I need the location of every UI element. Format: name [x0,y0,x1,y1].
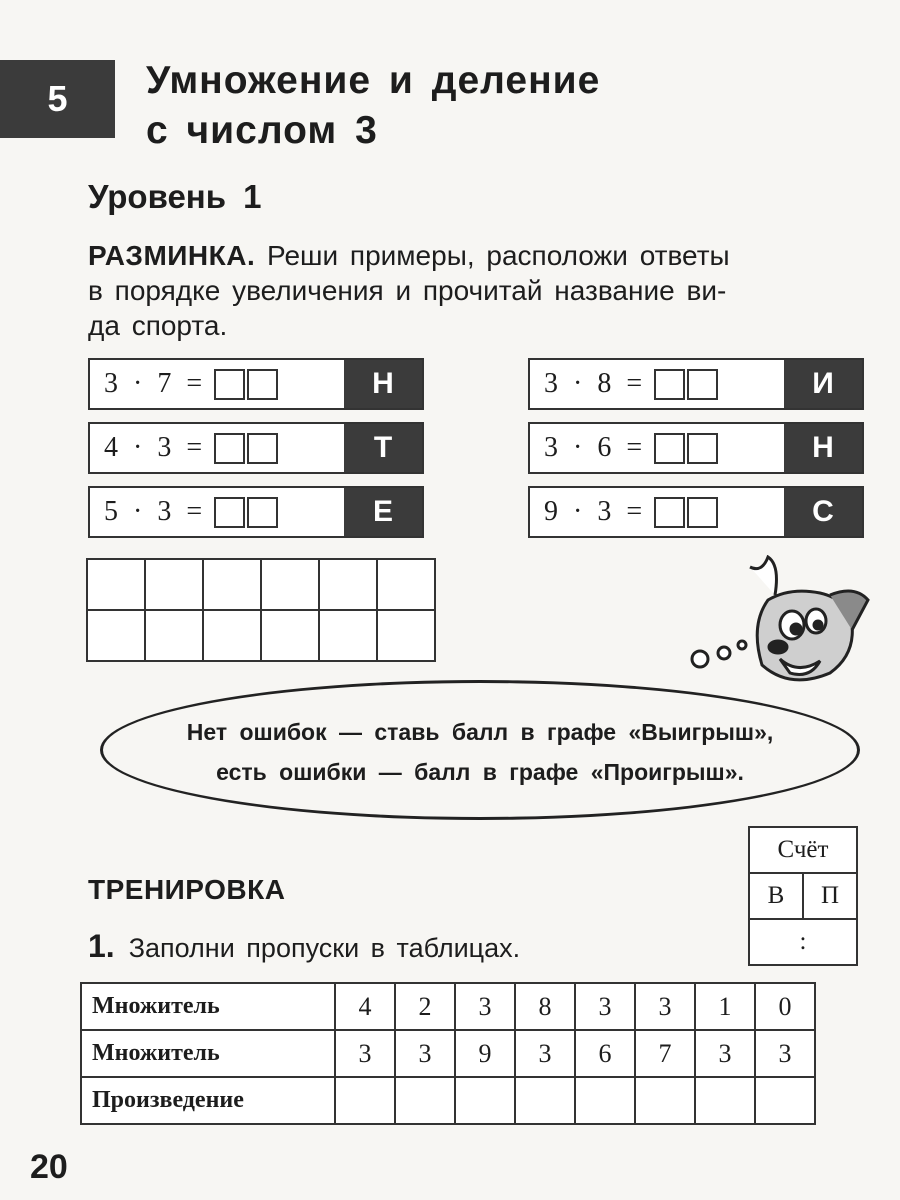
letter-cell[interactable] [377,610,435,661]
warmup-label: РАЗМИНКА. [88,240,256,271]
exercise-row [88,358,424,410]
answer-boxes[interactable] [214,433,280,464]
exercise-row [528,486,864,538]
table-cell: 3 [455,983,515,1030]
product-cell[interactable] [755,1077,815,1124]
exercise-letter: И [784,360,862,408]
letter-cell[interactable] [261,610,319,661]
table-cell: 1 [695,983,755,1030]
chapter-title-line1: Умножение и деление [146,59,601,102]
answer-cell[interactable] [145,559,203,610]
exercise-row [528,358,864,410]
exercise-expression: 3 · 6 = [544,432,643,463]
score-title: Счёт [749,827,857,873]
chapter-number: 5 [0,60,115,138]
warmup-instructions [88,238,878,343]
exercise-expression: 3 · 7 = [104,368,203,399]
table-cell: 6 [575,1030,635,1077]
letter-cell[interactable] [319,610,377,661]
product-cell[interactable] [695,1077,755,1124]
training-heading: ТРЕНИРОВКА [88,874,286,905]
answer-boxes[interactable] [654,433,720,464]
table-cell: 7 [635,1030,695,1077]
exercise-letter: Н [784,424,862,472]
table-cell: 3 [515,1030,575,1077]
exercise-row [528,422,864,474]
task-number: 1. [88,928,115,964]
product-cell[interactable] [635,1077,695,1124]
table-cell: 9 [455,1030,515,1077]
exercise-expression: 4 · 3 = [104,432,203,463]
exercise-row [88,422,424,474]
table-row [81,1030,815,1077]
exercise-letter: Т [344,424,422,472]
table-cell: 3 [635,983,695,1030]
table-cell: 3 [395,1030,455,1077]
table-cell: 8 [515,983,575,1030]
level-heading: Уровень 1 [88,178,262,215]
multiplication-table [80,982,816,1125]
product-cell[interactable] [335,1077,395,1124]
answer-cell[interactable] [87,559,145,610]
table-cell: 3 [335,1030,395,1077]
table-cell: 2 [395,983,455,1030]
table-cell: 0 [755,983,815,1030]
answer-cell[interactable] [377,559,435,610]
chapter-title [146,56,600,156]
product-cell[interactable] [515,1077,575,1124]
letter-cell[interactable] [87,610,145,661]
score-win-label: В [749,873,803,919]
rule-line2: есть ошибки — балл в графе «Проигрыш». [216,759,744,785]
answer-cell[interactable] [203,559,261,610]
exercise-expression: 9 · 3 = [544,496,643,527]
page-number: 20 [30,1148,68,1186]
answer-boxes[interactable] [214,497,280,528]
warmup-text-line1: Реши примеры, расположи ответы [255,240,730,271]
exercise-letter: Н [344,360,422,408]
rule-line1: Нет ошибок — ставь балл в графе «Выигрыш», [186,719,774,745]
exercise-letter: Е [344,488,422,536]
score-lose-label: П [803,873,857,919]
letter-cell[interactable] [145,610,203,661]
score-table [748,826,858,966]
table-cell: 4 [335,983,395,1030]
answer-boxes[interactable] [214,369,280,400]
dog-mascot-illustration [680,555,880,695]
exercise-expression: 3 · 8 = [544,368,643,399]
task-1 [88,928,520,965]
rule-text [120,712,840,792]
product-cell[interactable] [575,1077,635,1124]
answer-boxes[interactable] [654,369,720,400]
letter-cell[interactable] [203,610,261,661]
table-cell: 3 [755,1030,815,1077]
exercise-expression: 5 · 3 = [104,496,203,527]
score-value[interactable]: : [749,919,857,965]
table-row [81,983,815,1030]
warmup-text-line2: в порядке увеличения и прочитай название ви- [88,275,727,306]
table-cell: 3 [695,1030,755,1077]
answer-grid [86,558,436,662]
chapter-title-line2: с числом 3 [146,109,378,152]
answer-boxes[interactable] [654,497,720,528]
exercise-row [88,486,424,538]
answer-cell[interactable] [261,559,319,610]
row-label: Произведение [81,1077,335,1124]
row-label: Множитель [81,1030,335,1077]
row-label: Множитель [81,983,335,1030]
answer-cell[interactable] [319,559,377,610]
product-cell[interactable] [455,1077,515,1124]
task-text: Заполни пропуски в таблицах. [128,933,521,963]
warmup-text-line3: да спорта. [88,310,228,341]
table-cell: 3 [575,983,635,1030]
product-cell[interactable] [395,1077,455,1124]
table-row [81,1077,815,1124]
exercise-letter: С [784,488,862,536]
